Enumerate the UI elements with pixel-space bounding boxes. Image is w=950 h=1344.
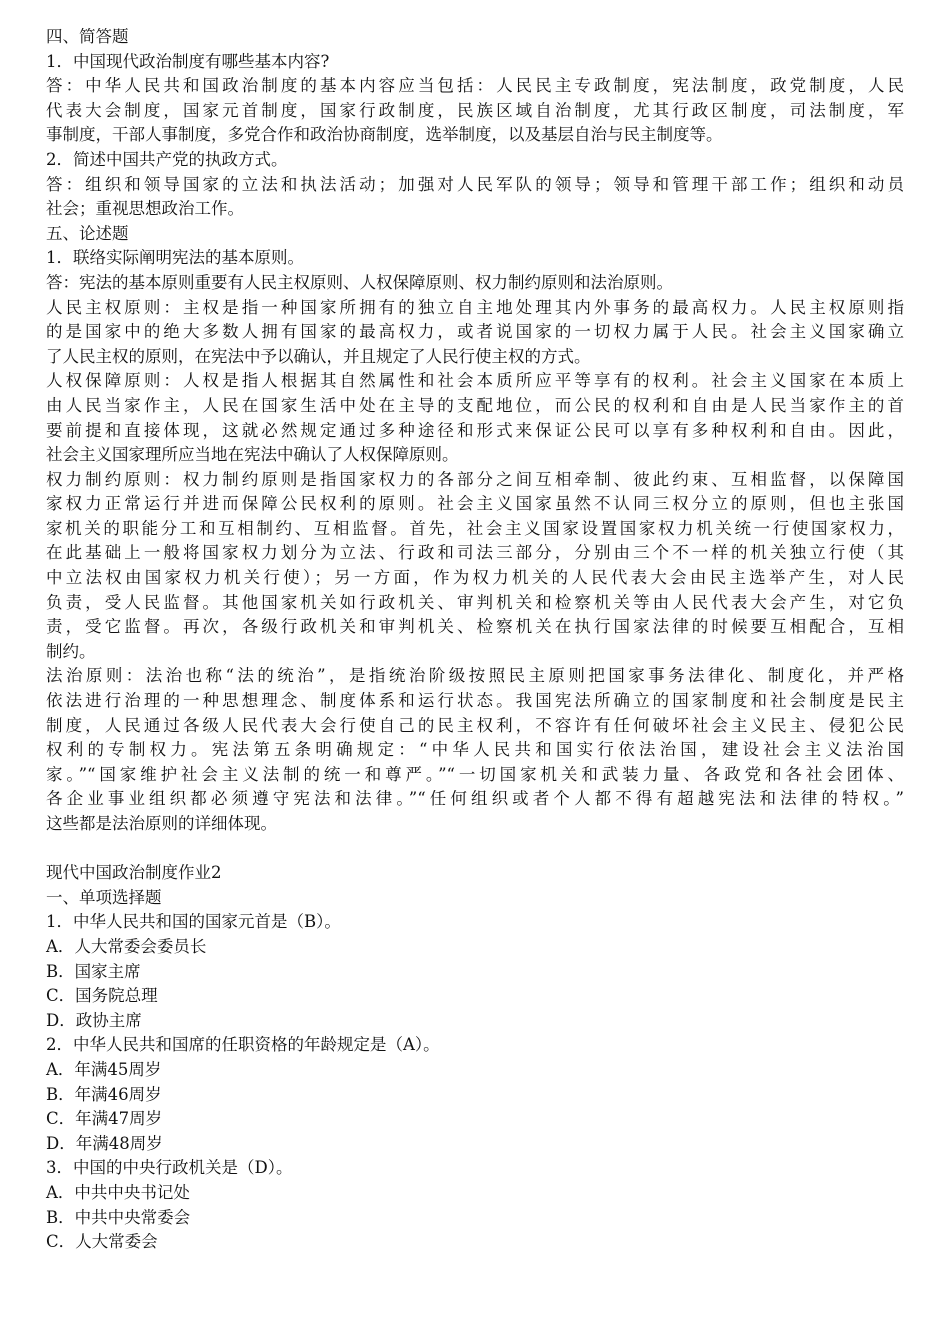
principle-paragraph-line: 由人民当家作主，人民在国家生活中处在主导的支配地位，而公民的权利和自由是人民当家作主的首	[46, 395, 904, 415]
blank-line	[46, 837, 904, 862]
principle-paragraph-line: 家权力正常运行并进而保障公民权利的原则。社会主义国家虽然不认同三权分立的原则，但也主张国	[46, 494, 904, 514]
choice-question-stem: 1．中华人民共和国的国家元首是（B）。	[46, 912, 341, 932]
answer-line: 代表大会制度，国家元首制度，国家行政制度，民族区域自治制度，尤其行政区制度，司法制度，军	[46, 100, 904, 120]
principle-paragraph-line: 依法进行治理的一种思想理念、制度体系和运行状态。我国宪法所确立的国家制度和社会制度是民主	[46, 691, 904, 711]
assignment-title: 现代中国政治制度作业2	[46, 863, 222, 883]
choice-option: C．国务院总理	[46, 986, 158, 1006]
principle-paragraph-line: 了人民主权的原则，在宪法中予以确认，并且规定了人民行使主权的方式。	[46, 346, 591, 366]
document-page	[46, 25, 904, 1255]
principle-paragraph-line: 这些都是法治原则的详细体现。	[46, 814, 277, 833]
principle-paragraph-line: 各企业事业组织都必须遵守宪法和法律。”“任何组织或者个人都不得有超越宪法和法律的特权。”	[46, 789, 904, 809]
answer-line: 答：中华人民共和国政治制度的基本内容应当包括：人民民主专政制度，宪法制度，政党制度，人民	[46, 76, 904, 96]
principle-paragraph-line: 法治原则：法治也称“法的统治”，是指统治阶级按照民主原则把国家事务法律化、制度化，并严格	[46, 666, 904, 686]
principle-paragraph-line: 权利的专制权力。宪法第五条明确规定：“中华人民共和国实行依法治国，建设社会主义法治国	[46, 740, 904, 760]
principle-paragraph-line: 的是国家中的绝大多数人拥有国家的最高权力，或者说国家的一切权力属于人民。社会主义国家确立	[46, 322, 904, 342]
principle-paragraph-line: 要前提和直接体现，这就必然规定通过多种途径和形式来保证公民可以享有多种权利和自由。因此，	[46, 420, 904, 440]
principle-paragraph-line: 人民主权原则：主权是指一种国家所拥有的独立自主地处理其内外事务的最高权力。人民主权原则指	[46, 297, 904, 317]
principle-paragraph-line: 负责，受人民监督。其他国家机关如行政机关、审判机关和检察机关等由人民代表大会产生，对它负	[46, 592, 904, 612]
choice-option: C．年满47周岁	[46, 1109, 163, 1129]
principle-paragraph-line: 制约。	[46, 641, 96, 661]
principle-paragraph-line: 人权保障原则：人权是指人根据其自然属性和社会本质所应平等享有的权利。社会主义国家在本质上	[46, 371, 904, 391]
section-heading-single-choice: 一、单项选择题	[46, 887, 162, 907]
principle-paragraph-line: 中立法权由国家权力机关行使）；另一方面，作为权力机关的人民代表大会由民主选举产生，对人民	[46, 568, 904, 588]
section-heading-essay: 五、论述题	[46, 223, 129, 243]
principle-paragraph-line: 社会主义国家理所应当地在宪法中确认了人权保障原则。	[46, 445, 459, 465]
choice-option: B．年满46周岁	[46, 1084, 162, 1104]
answer-line: 社会；重视思想政治工作。	[46, 199, 244, 219]
principle-paragraph-line: 制度，人民通过各级人民代表大会行使自己的民主权利，不容许有任何破坏社会主义民主、侵犯公民	[46, 715, 904, 735]
answer-line: 答：组织和领导国家的立法和执法活动；加强对人民军队的领导；领导和管理干部工作；组织和动员	[46, 174, 904, 194]
section-heading-short-answer: 四、简答题	[46, 27, 129, 46]
choice-option: C．人大常委会	[46, 1232, 158, 1252]
principle-paragraph-line: 家。”“国家维护社会主义法制的统一和尊严。”“一切国家机关和武装力量、各政党和各社会团体、	[46, 764, 904, 784]
answer-line: 答：宪法的基本原则重要有人民主权原则、人权保障原则、权力制约原则和法治原则。	[46, 272, 673, 292]
principle-paragraph-line: 家机关的职能分工和互相制约、互相监督。首先，社会主义国家设置国家权力机关统一行使国家权力，	[46, 518, 904, 538]
choice-option: D．政协主席	[46, 1010, 142, 1030]
choice-question-stem: 2．中华人民共和国席的任职资格的年龄规定是（A）。	[46, 1035, 440, 1055]
choice-option: B．中共中央常委会	[46, 1207, 191, 1227]
essay-question-1: 1．联络实际阐明宪法的基本原则。	[46, 248, 304, 268]
choice-option: A．人大常委会委员长	[46, 936, 207, 956]
question-1: 1．中国现代政治制度有哪些基本内容?	[46, 51, 330, 71]
principle-paragraph-line: 在此基础上一般将国家权力划分为立法、行政和司法三部分，分别由三个不一样的机关独立行使（其	[46, 543, 904, 563]
principle-paragraph-line: 权力制约原则：权力制约原则是指国家权力的各部分之间互相牵制、彼此约束、互相监督，以保障国	[46, 469, 904, 489]
choice-option: B．国家主席	[46, 961, 141, 981]
choice-option: A．年满45周岁	[46, 1059, 162, 1079]
choice-option: A．中共中央书记处	[46, 1182, 190, 1202]
question-2: 2．简述中国共产党的执政方式。	[46, 149, 288, 169]
choice-option: D．年满48周岁	[46, 1133, 163, 1153]
choice-question-stem: 3．中国的中央行政机关是（D）。	[46, 1158, 293, 1178]
answer-line: 事制度，干部人事制度，多党合作和政治协商制度，选举制度，以及基层自治与民主制度等。	[46, 125, 723, 145]
principle-paragraph-line: 责，受它监督。再次，各级行政机关和审判机关、检察机关在执行国家法律的时候要互相配合，互相	[46, 617, 904, 637]
